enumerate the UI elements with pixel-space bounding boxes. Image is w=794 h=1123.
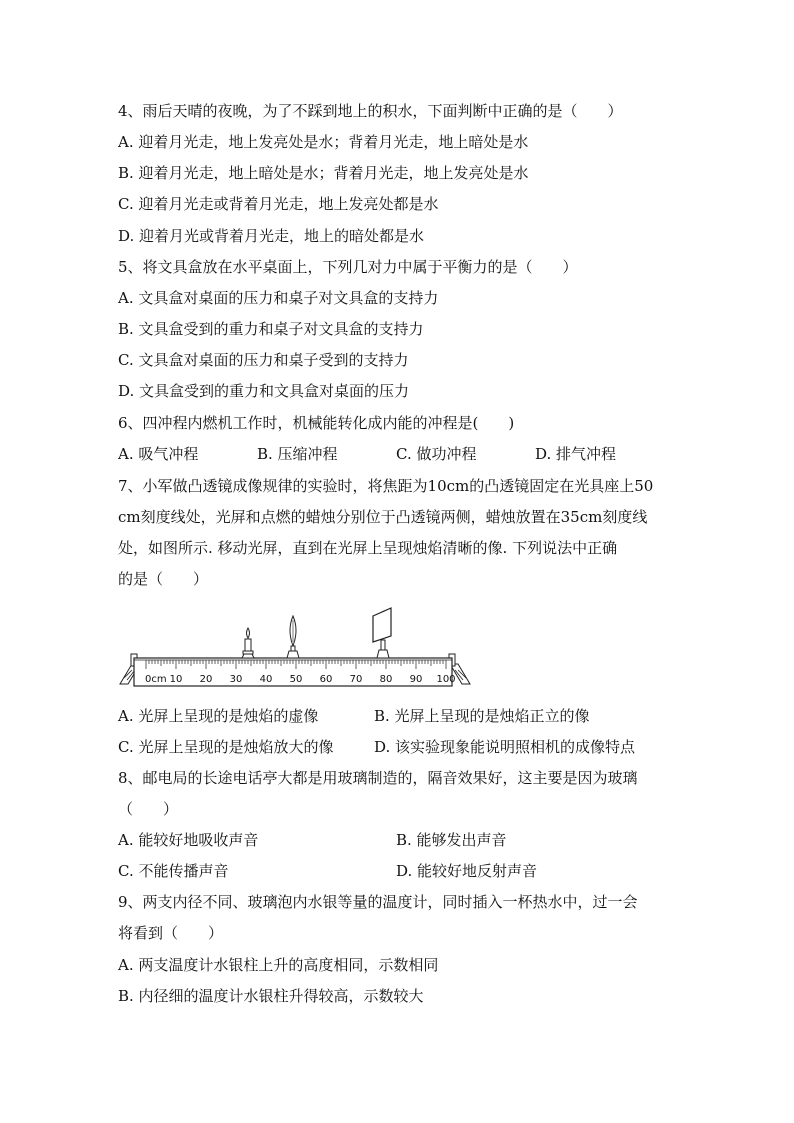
q4-option-d: D. 迎着月光或背着月光走，地上的暗处都是水 xyxy=(118,227,425,245)
q7-stem-line2: cm刻度线处，光屏和点燃的蜡烛分别位于凸透镜两侧，蜡烛放置在35cm刻度线 xyxy=(118,508,648,526)
scale-label-30: 30 xyxy=(229,674,243,685)
q8-option-a: A. 能较好地吸收声音 xyxy=(118,831,259,849)
q4-option-c: C. 迎着月光走或背着月光走，地上发亮处都是水 xyxy=(118,195,439,213)
q8-stem-line2: （ ） xyxy=(118,800,179,818)
q5-option-b: B. 文具盒受到的重力和桌子对文具盒的支持力 xyxy=(118,320,424,338)
q5-option-c: C. 文具盒对桌面的压力和桌子受到的支持力 xyxy=(118,351,409,369)
q9-option-b: B. 内径细的温度计水银柱升得较高，示数较大 xyxy=(118,987,424,1005)
q8-stem-line1: 8、邮电局的长途电话亭大都是用玻璃制造的，隔音效果好，这主要是因为玻璃 xyxy=(118,769,638,787)
q8-option-d: D. 能较好地反射声音 xyxy=(396,862,538,880)
q7-stem-line4: 的是（ ） xyxy=(118,570,209,588)
q7-options-row1 xyxy=(118,706,718,726)
scale-label-0: 0cm xyxy=(145,674,167,685)
q6-option-a: A. 吸气冲程 xyxy=(118,445,199,463)
q9-option-a: A. 两支温度计水银柱上升的高度相同，示数相同 xyxy=(118,956,439,974)
scale-label-10: 10 xyxy=(169,674,183,685)
light-screen xyxy=(373,608,391,658)
scale-label-80: 80 xyxy=(379,674,393,685)
q8-option-c: C. 不能传播声音 xyxy=(118,862,229,880)
q8-options-row1 xyxy=(118,830,718,850)
q6-option-d: D. 排气冲程 xyxy=(535,445,617,463)
q9-stem-line1: 9、两支内径不同、玻璃泡内水银等量的温度计，同时插入一杯热水中，过一会 xyxy=(118,893,638,911)
optical-bench-figure xyxy=(118,600,478,692)
flame-icon xyxy=(247,628,250,638)
q5-option-d: D. 文具盒受到的重力和文具盒对桌面的压力 xyxy=(118,382,410,400)
scale-label-40: 40 xyxy=(259,674,273,685)
scale-label-90: 90 xyxy=(409,674,423,685)
q7-stem-line3: 处，如图所示. 移动光屏，直到在光屏上呈现烛焰清晰的像. 下列说法中正确 xyxy=(118,539,618,557)
convex-lens xyxy=(287,616,299,658)
q4-option-b: B. 迎着月光走，地上暗处是水；背着月光走，地上发亮处是水 xyxy=(118,164,529,182)
q5-option-a: A. 文具盒对桌面的压力和桌子对文具盒的支持力 xyxy=(118,289,439,307)
q7-stem-line1: 7、小军做凸透镜成像规律的实验时，将焦距为10cm的凸透镜固定在光具座上50 xyxy=(118,477,654,495)
scale-label-60: 60 xyxy=(319,674,333,685)
q9-stem-line2: 将看到（ ） xyxy=(118,924,224,942)
q6-options xyxy=(118,444,718,464)
q7-option-a: A. 光屏上呈现的是烛焰的虚像 xyxy=(118,707,319,725)
q6-option-b: B. 压缩冲程 xyxy=(257,445,338,463)
q5-stem: 5、将文具盒放在水平桌面上，下列几对力中属于平衡力的是（ ） xyxy=(118,258,578,276)
q7-option-c: C. 光屏上呈现的是烛焰放大的像 xyxy=(118,738,334,756)
q6-stem: 6、四冲程内燃机工作时，机械能转化成内能的冲程是( ) xyxy=(118,414,515,432)
q8-options-row2 xyxy=(118,861,718,881)
q7-option-b: B. 光屏上呈现的是烛焰正立的像 xyxy=(374,707,590,725)
scale-label-20: 20 xyxy=(199,674,213,685)
q7-options-row2 xyxy=(118,737,718,757)
scale-label-70: 70 xyxy=(349,674,363,685)
q8-option-b: B. 能够发出声音 xyxy=(396,831,507,849)
q4-stem: 4、雨后天晴的夜晚，为了不踩到地上的积水，下面判断中正确的是（ ） xyxy=(118,102,623,120)
q4-option-a: A. 迎着月光走，地上发亮处是水；背着月光走，地上暗处是水 xyxy=(118,133,529,151)
candle xyxy=(242,628,254,658)
scale-label-50: 50 xyxy=(289,674,303,685)
q7-option-d: D. 该实验现象能说明照相机的成像特点 xyxy=(374,738,636,756)
scale-label-100: 100 xyxy=(436,674,456,685)
q6-option-c: C. 做功冲程 xyxy=(396,445,477,463)
